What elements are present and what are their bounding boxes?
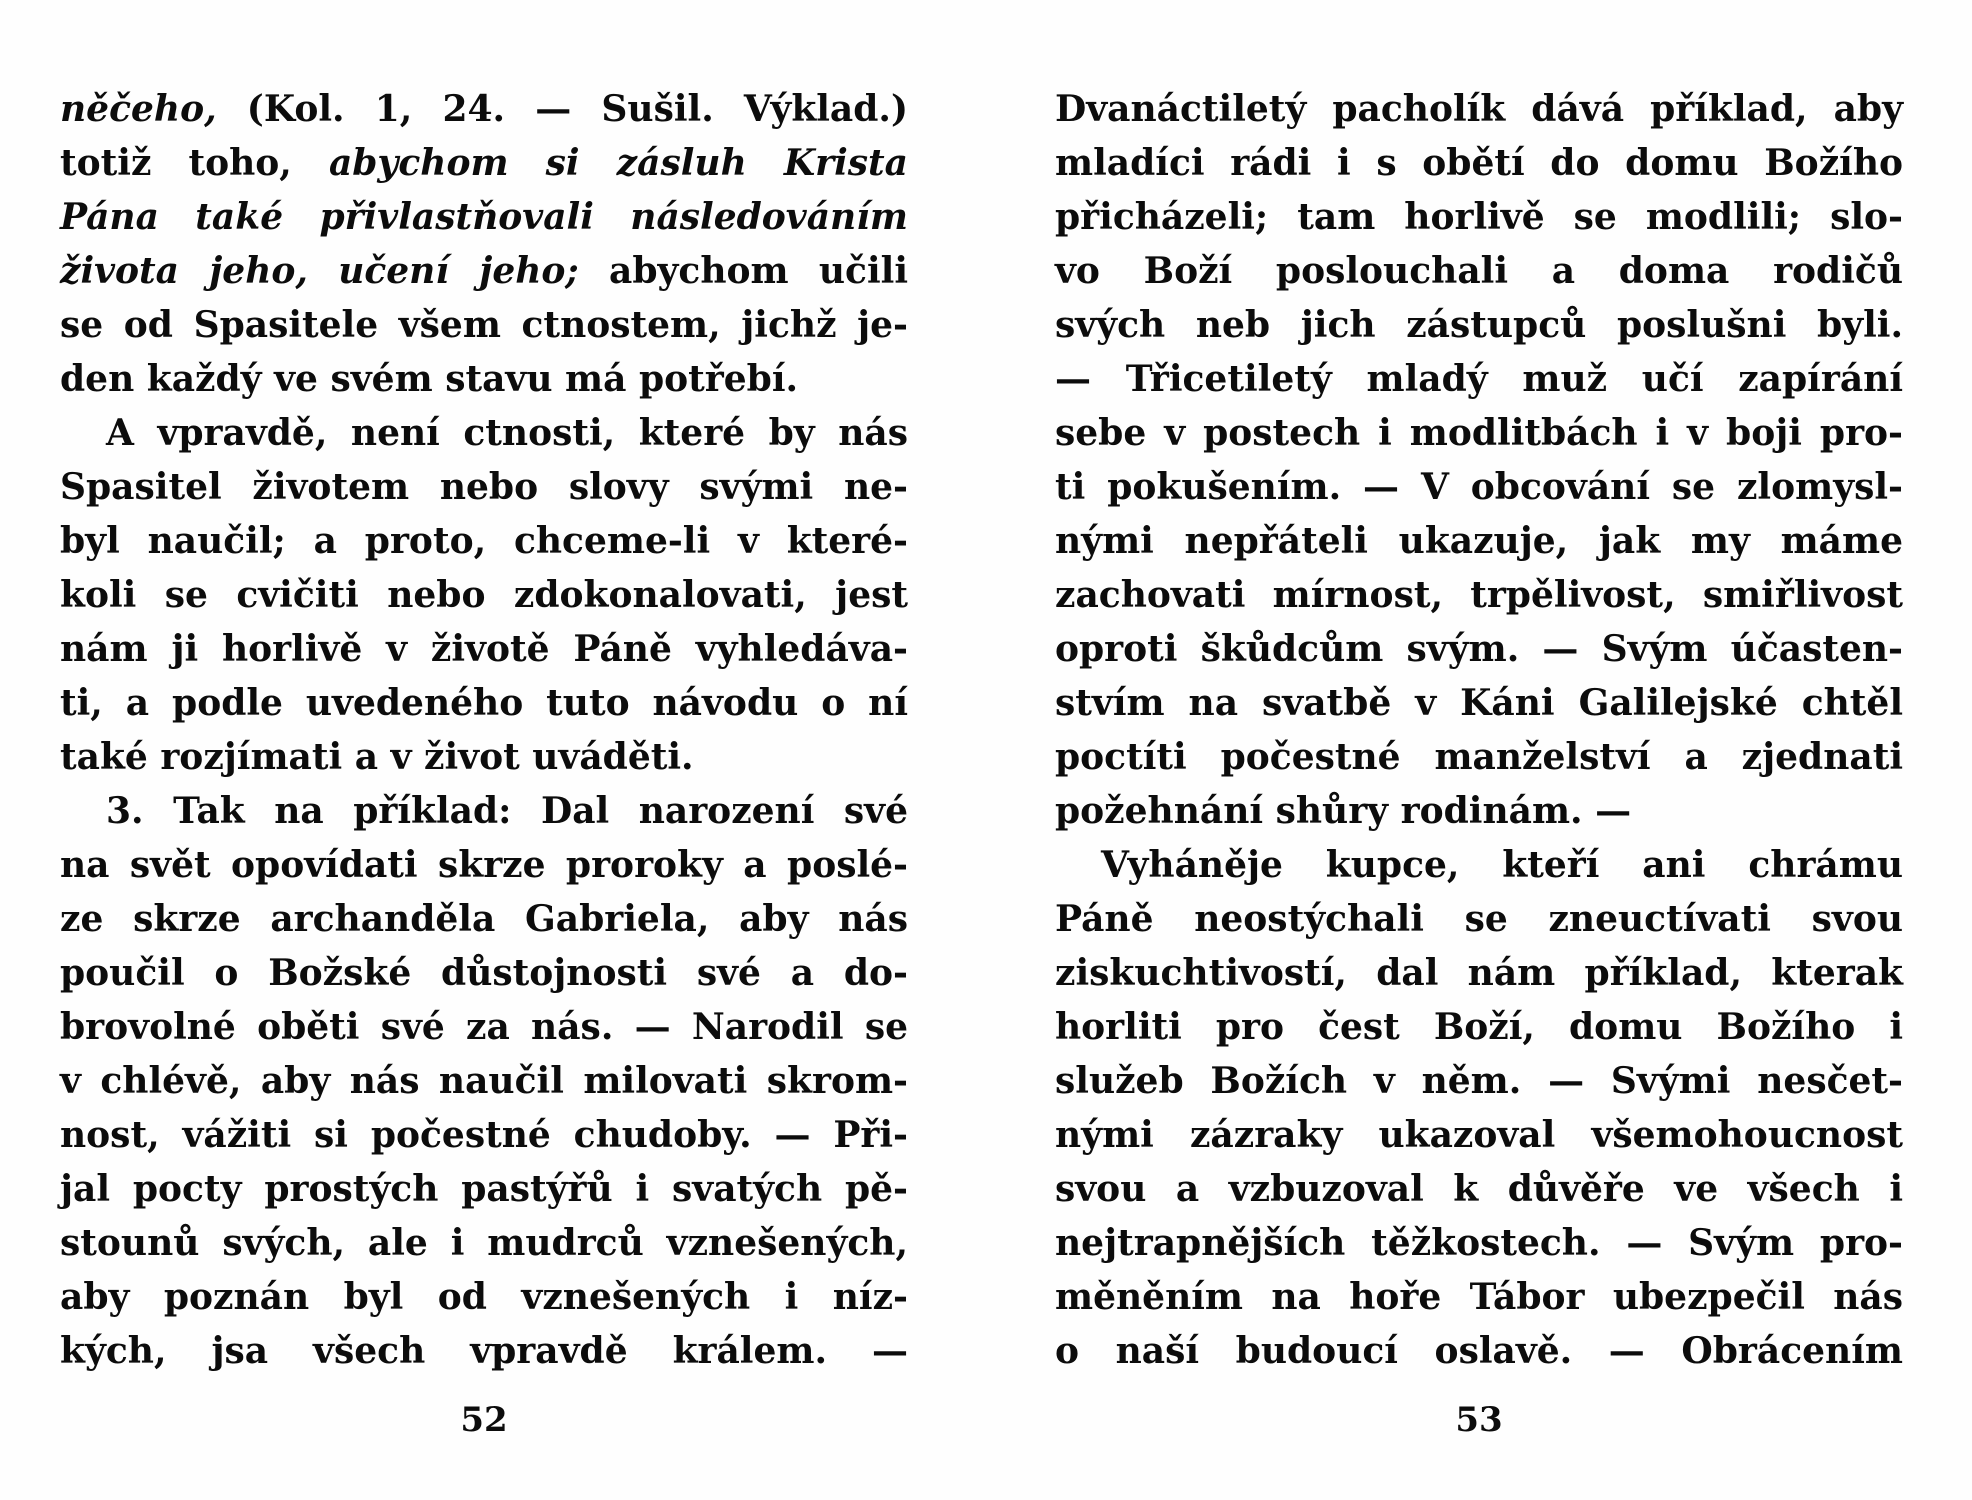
text-line xyxy=(1055,1054,1903,1108)
text-line xyxy=(1055,1162,1903,1216)
text-segment: na svět opovídati skrze proroky a poslé- xyxy=(60,844,908,886)
text-segment: (Kol. 1, 24. — Sušil. Výklad.) xyxy=(216,88,908,130)
page-left-number: 52 xyxy=(460,1400,508,1440)
text-segment: — Třicetiletý mladý muž učí zapírání xyxy=(1055,358,1903,400)
text-segment: svých neb jich zástupců poslušni byli. xyxy=(1055,304,1903,346)
text-segment: služeb Božích v něm. — Svými nesčet- xyxy=(1055,1060,1903,1102)
text-line xyxy=(60,352,908,406)
text-line xyxy=(1055,190,1903,244)
text-segment: ziskuchtivostí, dal nám příklad, kterak xyxy=(1055,952,1903,994)
text-segment: 3. Tak na příklad: Dal narození své xyxy=(106,790,908,832)
text-segment: zachovati mírnost, trpělivost, smiřlivost xyxy=(1055,574,1903,616)
text-segment: Vyháněje kupce, kteří ani chrámu xyxy=(1101,844,1903,886)
text-line xyxy=(1055,406,1903,460)
text-segment: vo Boží poslouchali a doma rodičů xyxy=(1055,250,1903,292)
text-segment: nám ji horlivě v životě Páně vyhledáva- xyxy=(60,628,908,670)
text-line xyxy=(60,1162,908,1216)
text-line xyxy=(1055,82,1903,136)
text-line xyxy=(1055,1108,1903,1162)
text-segment: ti, a podle uvedeného tuto návodu o ní xyxy=(60,682,908,724)
text-line xyxy=(1055,568,1903,622)
text-line xyxy=(60,1054,908,1108)
page-right-text-block xyxy=(1055,82,1903,1378)
text-line xyxy=(60,460,908,514)
text-segment: Páně neostýchali se zneuctívati svou xyxy=(1055,898,1903,940)
text-segment: ze skrze archanděla Gabriela, aby nás xyxy=(60,898,908,940)
page-left-text-block xyxy=(60,82,908,1378)
text-segment-italic: Pána také přivlastňovali následováním xyxy=(60,196,908,238)
text-segment: požehnání shůry rodinám. — xyxy=(1055,790,1632,832)
text-segment: den každý ve svém stavu má potřebí. xyxy=(60,358,799,400)
text-segment: ti pokušením. — V obcování se zlomysl- xyxy=(1055,466,1903,508)
text-segment: horliti pro čest Boží, domu Božího i xyxy=(1055,1006,1903,1048)
text-segment: sebe v postech i modlitbách i v boji pro- xyxy=(1055,412,1903,454)
text-line xyxy=(1055,1324,1903,1378)
text-line xyxy=(60,1324,908,1378)
text-line xyxy=(60,1270,908,1324)
text-line xyxy=(1055,244,1903,298)
text-segment: poctíti počestné manželství a zjednati xyxy=(1055,736,1903,778)
text-line xyxy=(1055,1000,1903,1054)
text-line xyxy=(60,838,908,892)
text-line xyxy=(60,730,908,784)
text-line xyxy=(1055,352,1903,406)
text-segment: se od Spasitele všem ctnostem, jichž je- xyxy=(60,304,908,346)
text-segment: nými nepřáteli ukazuje, jak my máme xyxy=(1055,520,1903,562)
text-segment: stounů svých, ale i mudrců vznešených, xyxy=(60,1222,908,1264)
text-line xyxy=(60,406,908,460)
text-line xyxy=(1055,730,1903,784)
text-line xyxy=(60,946,908,1000)
text-line xyxy=(1055,1216,1903,1270)
text-segment: totiž toho, xyxy=(60,142,329,184)
text-line xyxy=(1055,622,1903,676)
text-segment: A vpravdě, není ctnosti, které by nás xyxy=(106,412,908,454)
text-segment: kých, jsa všech vpravdě králem. — xyxy=(60,1330,908,1372)
text-line xyxy=(60,784,908,838)
text-line xyxy=(60,136,908,190)
text-segment: aby poznán byl od vznešených i níz- xyxy=(60,1276,908,1318)
text-segment: poučil o Božské důstojnosti své a do- xyxy=(60,952,908,994)
text-line xyxy=(60,1000,908,1054)
text-line xyxy=(1055,136,1903,190)
text-segment: Dvanáctiletý pacholík dává příklad, aby xyxy=(1055,88,1903,130)
text-line xyxy=(1055,838,1903,892)
text-line xyxy=(60,1108,908,1162)
text-segment: nejtrapnějších těžkostech. — Svým pro- xyxy=(1055,1222,1903,1264)
text-line xyxy=(60,676,908,730)
text-line xyxy=(60,622,908,676)
text-line xyxy=(1055,892,1903,946)
text-line xyxy=(60,82,908,136)
text-segment: v chlévě, aby nás naučil milovati skrom- xyxy=(60,1060,908,1102)
page-right-number: 53 xyxy=(1455,1400,1503,1440)
text-segment: jal pocty prostých pastýřů i svatých pě- xyxy=(60,1168,908,1210)
text-line xyxy=(1055,676,1903,730)
text-line xyxy=(1055,1270,1903,1324)
text-line xyxy=(60,514,908,568)
text-segment-italic: života jeho, učení jeho; xyxy=(60,250,579,292)
text-segment: měněním na hoře Tábor ubezpečil nás xyxy=(1055,1276,1903,1318)
text-segment: abychom učili xyxy=(578,250,908,292)
text-segment: o naší budoucí oslavě. — Obrácením xyxy=(1055,1330,1903,1372)
text-segment: svou a vzbuzoval k důvěře ve všech i xyxy=(1055,1168,1903,1210)
text-segment: nými zázraky ukazoval všemohoucnost xyxy=(1055,1114,1903,1156)
text-segment: brovolné oběti své za nás. — Narodil se xyxy=(60,1006,908,1048)
text-segment-italic: něčeho, xyxy=(60,88,217,130)
text-line xyxy=(1055,298,1903,352)
text-line xyxy=(1055,784,1903,838)
text-segment: mladíci rádi i s obětí do domu Božího xyxy=(1055,142,1903,184)
text-segment: přicházeli; tam horlivě se modlili; slo- xyxy=(1055,196,1903,238)
text-segment: byl naučil; a proto, chceme-li v které- xyxy=(60,520,908,562)
text-line xyxy=(60,298,908,352)
text-line xyxy=(1055,514,1903,568)
text-line xyxy=(1055,946,1903,1000)
text-line xyxy=(60,244,908,298)
text-line xyxy=(1055,460,1903,514)
text-segment: stvím na svatbě v Káni Galilejské chtěl xyxy=(1055,682,1903,724)
text-line xyxy=(60,568,908,622)
text-segment-italic: abychom si zásluh Krista xyxy=(328,142,908,184)
text-line xyxy=(60,892,908,946)
text-line xyxy=(60,190,908,244)
text-segment: oproti škůdcům svým. — Svým účasten- xyxy=(1055,628,1903,670)
text-segment: koli se cvičiti nebo zdokonalovati, jest xyxy=(60,574,908,616)
text-segment: nost, vážiti si počestné chudoby. — Při- xyxy=(60,1114,908,1156)
text-segment: také rozjímati a v život uváděti. xyxy=(60,736,694,778)
text-line xyxy=(60,1216,908,1270)
text-segment: Spasitel životem nebo slovy svými ne- xyxy=(60,466,908,508)
